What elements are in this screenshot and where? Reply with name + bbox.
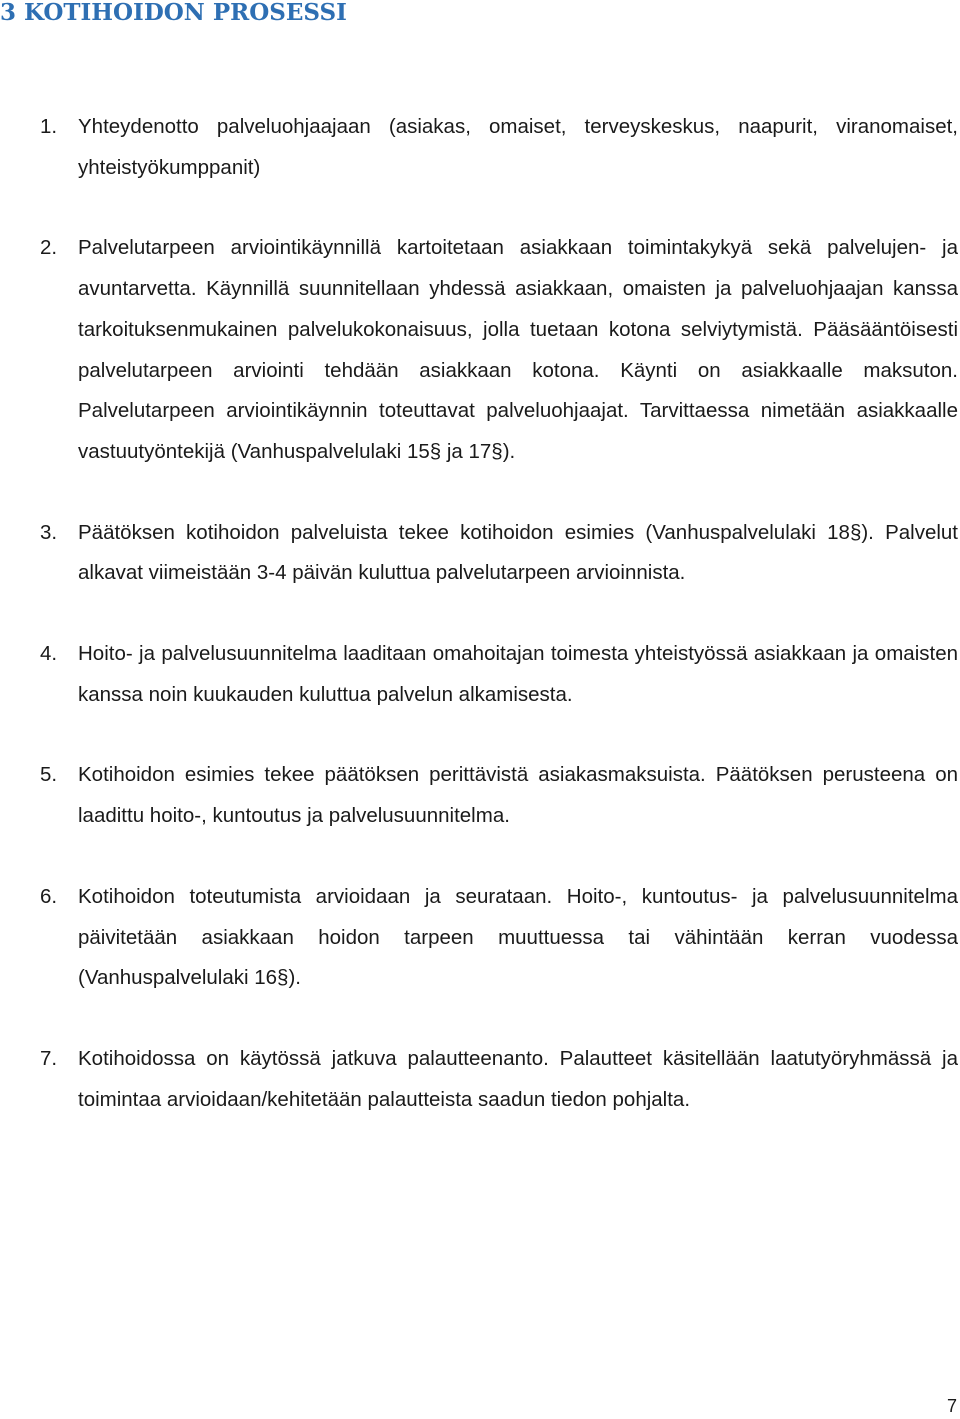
process-step-6 xyxy=(40,877,958,999)
step-text: Palvelutarpeen arviointikäynnillä kartoitetaan asiakkaan toimintakykyä sekä palvelujen- ja avuntarvetta. Käynnillä suunnitellaan yhdessä asiakkaan, omaisten ja palveluohjaajan kanssa tarkoituksenmukainen palvelukokonaisuus, jolla tuetaan kotona selviytymistä. Pääsääntöisesti palvelutarpeen arviointi tehdään asiakkaan kotona. Käynti on asiakkaalle maksuton. Palvelutarpeen arviointikäynnin toteuttavat palveluohjaajat. Tarvittaessa nimetään asiakkaalle vastuutyöntekijä (Vanhuspalvelulaki 15§ ja 17§). xyxy=(78,236,958,463)
step-number: 5. xyxy=(40,763,58,787)
step-text: Hoito- ja palvelusuunnitelma laaditaan omahoitajan toimesta yhteistyössä asiakkaan ja omaisten kanssa noin kuukauden kuluttua palvelun alkamisesta. xyxy=(78,642,958,706)
step-number: 3. xyxy=(40,520,58,544)
section-heading: 3 KOTIHOIDON PROSESSI xyxy=(0,0,347,26)
step-text: Päätöksen kotihoidon palveluista tekee kotihoidon esimies (Vanhuspalvelulaki 18§). Palvelut alkavat viimeistään 3-4 päivän kuluttua palvelutarpeen arvioinnista. xyxy=(78,520,958,585)
process-step-5 xyxy=(40,755,958,836)
page-number: 7 xyxy=(946,1396,957,1416)
process-step-2 xyxy=(40,228,958,472)
step-number: 7. xyxy=(40,1046,58,1070)
process-step-7 xyxy=(40,1039,958,1120)
step-text: Kotihoidossa on käytössä jatkuva palautteenanto. Palautteet käsitellään laatutyöryhmässä ja toimintaa arvioidaan/kehitetään palautteista saadun tiedon pohjalta. xyxy=(78,1046,958,1111)
process-step-4 xyxy=(40,634,958,715)
step-text: Kotihoidon esimies tekee päätöksen perittävistä asiakasmaksuista. Päätöksen perusteena on laadittu hoito-, kuntoutus ja palvelusuunnitelma. xyxy=(78,763,958,828)
step-text: Kotihoidon toteutumista arvioidaan ja seurataan. Hoito-, kuntoutus- ja palvelusuunnitelma päivitetään asiakkaan hoidon tarpeen muuttuessa tai vähintään kerran vuodessa (Vanhuspalvelulaki 16§). xyxy=(78,884,958,990)
process-step-3 xyxy=(40,513,958,594)
process-steps-list xyxy=(40,107,958,1120)
step-number: 6. xyxy=(40,884,58,908)
step-text: Yhteydenotto palveluohjaajaan (asiakas, omaiset, terveyskeskus, naapurit, viranomaiset, yhteistyökumppanit) xyxy=(78,115,958,179)
process-step-1 xyxy=(40,107,958,188)
step-number: 1. xyxy=(40,115,58,138)
step-number: 4. xyxy=(40,642,58,666)
step-number: 2. xyxy=(40,236,58,260)
